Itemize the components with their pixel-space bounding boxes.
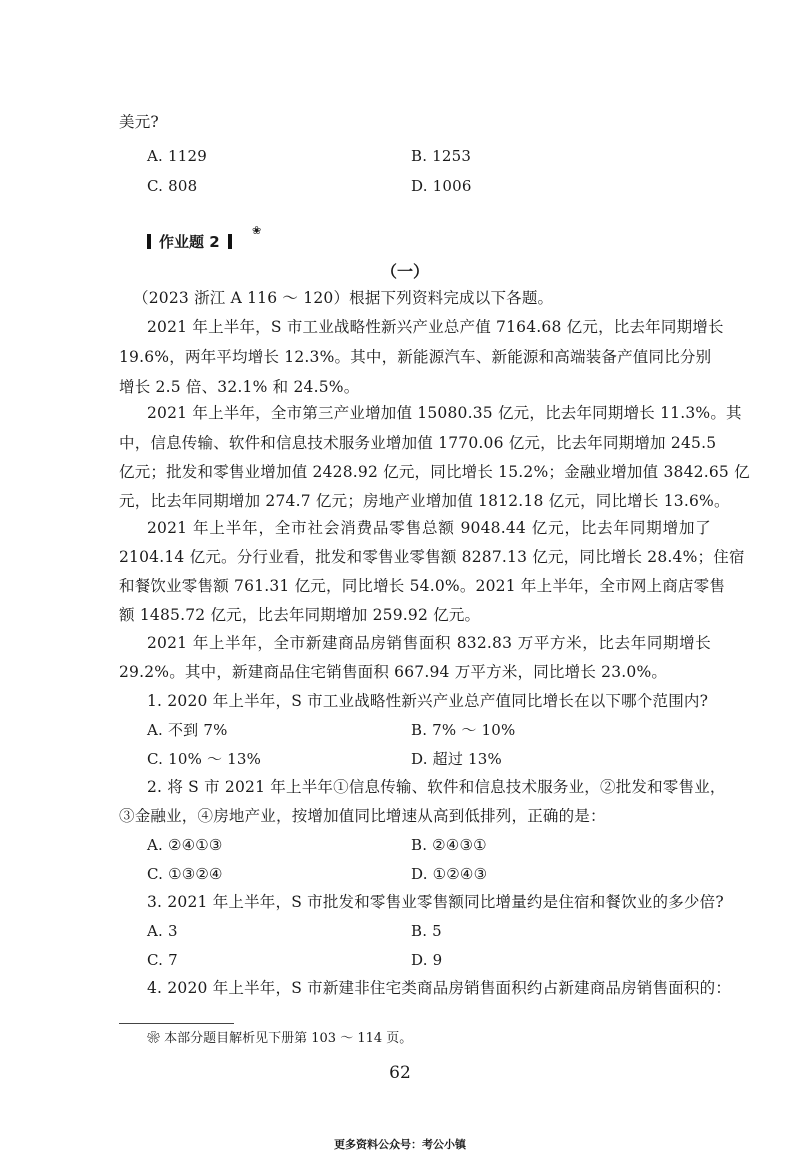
prev-option-c: C. 808 [147, 177, 198, 195]
heading-bar-right [228, 234, 232, 249]
material-intro: （2023 浙江 A 116 ～ 120）根据下列资料完成以下各题。 [133, 289, 554, 307]
question-2-option-a: A. ②④①③ [147, 836, 223, 854]
question-1-option-c: C. 10% ～ 13% [147, 750, 262, 768]
section-title: 作业题 2 [159, 232, 220, 251]
footnote-text: ❀ 本部分题目解析见下册第 103 ～ 114 页。 [147, 1031, 413, 1046]
paragraph-1-line-3: 增长 2.5 倍、32.1% 和 24.5%。 [119, 378, 360, 396]
question-3-option-a: A. 3 [147, 922, 178, 940]
paragraph-2-line-2: 中，信息传输、软件和信息技术服务业增加值 1770.06 亿元，比去年同期增加 245.5 [119, 434, 717, 452]
paragraph-2-line-1: 2021 年上半年，全市第三产业增加值 15080.35 亿元，比去年同期增长 11.3%。其 [147, 404, 742, 422]
question-1-option-b: B. 7% ～ 10% [411, 721, 516, 739]
question-3-option-b: B. 5 [411, 922, 442, 940]
question-3-option-c: C. 7 [147, 951, 178, 969]
prev-option-a: A. 1129 [147, 147, 207, 165]
question-1-stem: 1. 2020 年上半年，S 市工业战略性新兴产业总产值同比增长在以下哪个范围内? [147, 692, 709, 710]
continuation-text: 美元? [119, 113, 159, 131]
watermark-text: 更多资料公众号：考公小镇 [334, 1138, 466, 1151]
paragraph-2-line-3: 亿元；批发和零售业增加值 2428.92 亿元，同比增长 15.2%；金融业增加值 3842.65 亿 [119, 463, 750, 481]
question-2-stem-line-1: 2. 将 S 市 2021 年上半年①信息传输、软件和信息技术服务业，②批发和零售业， [147, 778, 726, 796]
paragraph-3-line-1: 2021 年上半年，全市社会消费品零售总额 9048.44 亿元，比去年同期增加了 [147, 519, 711, 537]
paragraph-3-line-4: 额 1485.72 亿元，比去年同期增加 259.92 亿元。 [119, 606, 481, 624]
paragraph-1-line-1: 2021 年上半年，S 市工业战略性新兴产业总产值 7164.68 亿元，比去年同期增长 [147, 318, 724, 336]
prev-option-d: D. 1006 [411, 177, 472, 195]
paragraph-3-line-3: 和餐饮业零售额 761.31 亿元，同比增长 54.0%。2021 年上半年，全市网上商店零售 [119, 577, 726, 595]
question-3-option-d: D. 9 [411, 951, 443, 969]
question-3-stem: 3. 2021 年上半年，S 市批发和零售业零售额同比增量约是住宿和餐饮业的多少倍? [147, 893, 724, 911]
paragraph-4-line-1: 2021 年上半年，全市新建商品房销售面积 832.83 万平方米，比去年同期增长 [147, 634, 711, 652]
page-number: 62 [389, 1063, 411, 1083]
part-title: （一） [380, 262, 429, 281]
question-2-stem-line-2: ③金融业，④房地产业，按增加值同比增速从高到低排列，正确的是： [119, 807, 606, 825]
paragraph-4-line-2: 29.2%。其中，新建商品住宅销售面积 667.94 万平方米，同比增长 23.0%。 [119, 663, 668, 681]
question-1-option-d: D. 超过 13% [411, 750, 502, 768]
question-2-option-c: C. ①③②④ [147, 865, 223, 883]
question-2-option-d: D. ①②④③ [411, 865, 488, 883]
section-heading [147, 231, 232, 251]
prev-option-b: B. 1253 [411, 147, 472, 165]
paragraph-3-line-2: 2104.14 亿元。分行业看，批发和零售业零售额 8287.13 亿元，同比增长 28.4%；住宿 [119, 548, 745, 566]
paragraph-1-line-2: 19.6%，两年平均增长 12.3%。其中，新能源汽车、新能源和高端装备产值同比分别 [119, 348, 712, 366]
footnote-mark-icon: ❀ [252, 224, 262, 237]
question-4-stem: 4. 2020 年上半年，S 市新建非住宅类商品房销售面积约占新建商品房销售面积的： [147, 979, 732, 997]
paragraph-2-line-4: 元，比去年同期增加 274.7 亿元；房地产业增加值 1812.18 亿元，同比增长 13.6%。 [119, 492, 730, 510]
footnote-divider [119, 1023, 234, 1024]
question-2-option-b: B. ②④③① [411, 836, 487, 854]
question-1-option-a: A. 不到 7% [147, 721, 228, 739]
heading-bar-left [147, 234, 151, 249]
